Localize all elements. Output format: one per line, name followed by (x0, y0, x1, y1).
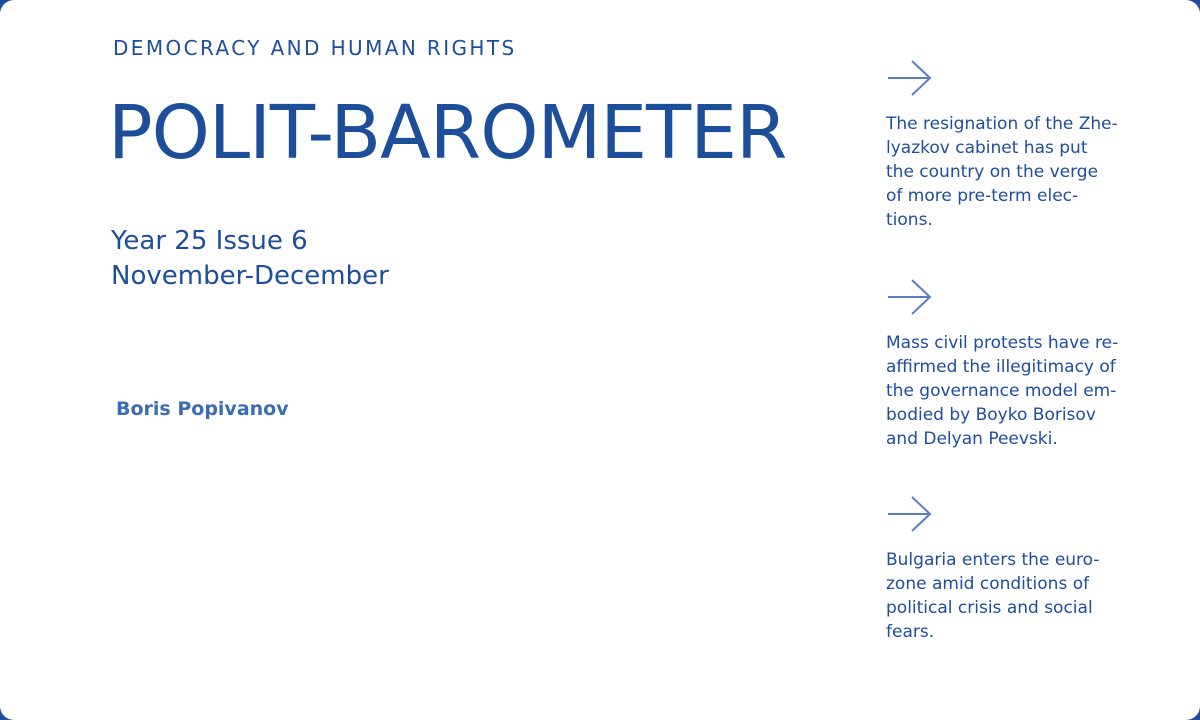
section-label: DEMOCRACY AND HUMAN RIGHTS (113, 36, 517, 60)
highlight-item (886, 277, 1146, 451)
page-title: POLIT-BAROMETER (108, 90, 787, 176)
highlight-text: The resignation of the Zhe- lyazkov cabinet has put the country on the verge of more pre-term elec- tions. (886, 114, 1118, 230)
highlight-item (886, 494, 1146, 644)
arrow-right-icon (886, 494, 934, 534)
highlight-item (886, 58, 1146, 232)
issue-number: Year 25 Issue 6 (111, 226, 308, 256)
arrow-right-icon (886, 58, 934, 98)
issue-period: November-December (111, 261, 389, 291)
highlight-text: Bulgaria enters the euro- zone amid conditions of political crisis and social fears. (886, 550, 1100, 642)
highlight-text: Mass civil protests have re- affirmed the illegitimacy of the governance model em- bodied by Boyko Borisov and Delyan Peevski. (886, 333, 1119, 449)
author-name: Boris Popivanov (116, 398, 289, 420)
arrow-right-icon (886, 277, 934, 317)
